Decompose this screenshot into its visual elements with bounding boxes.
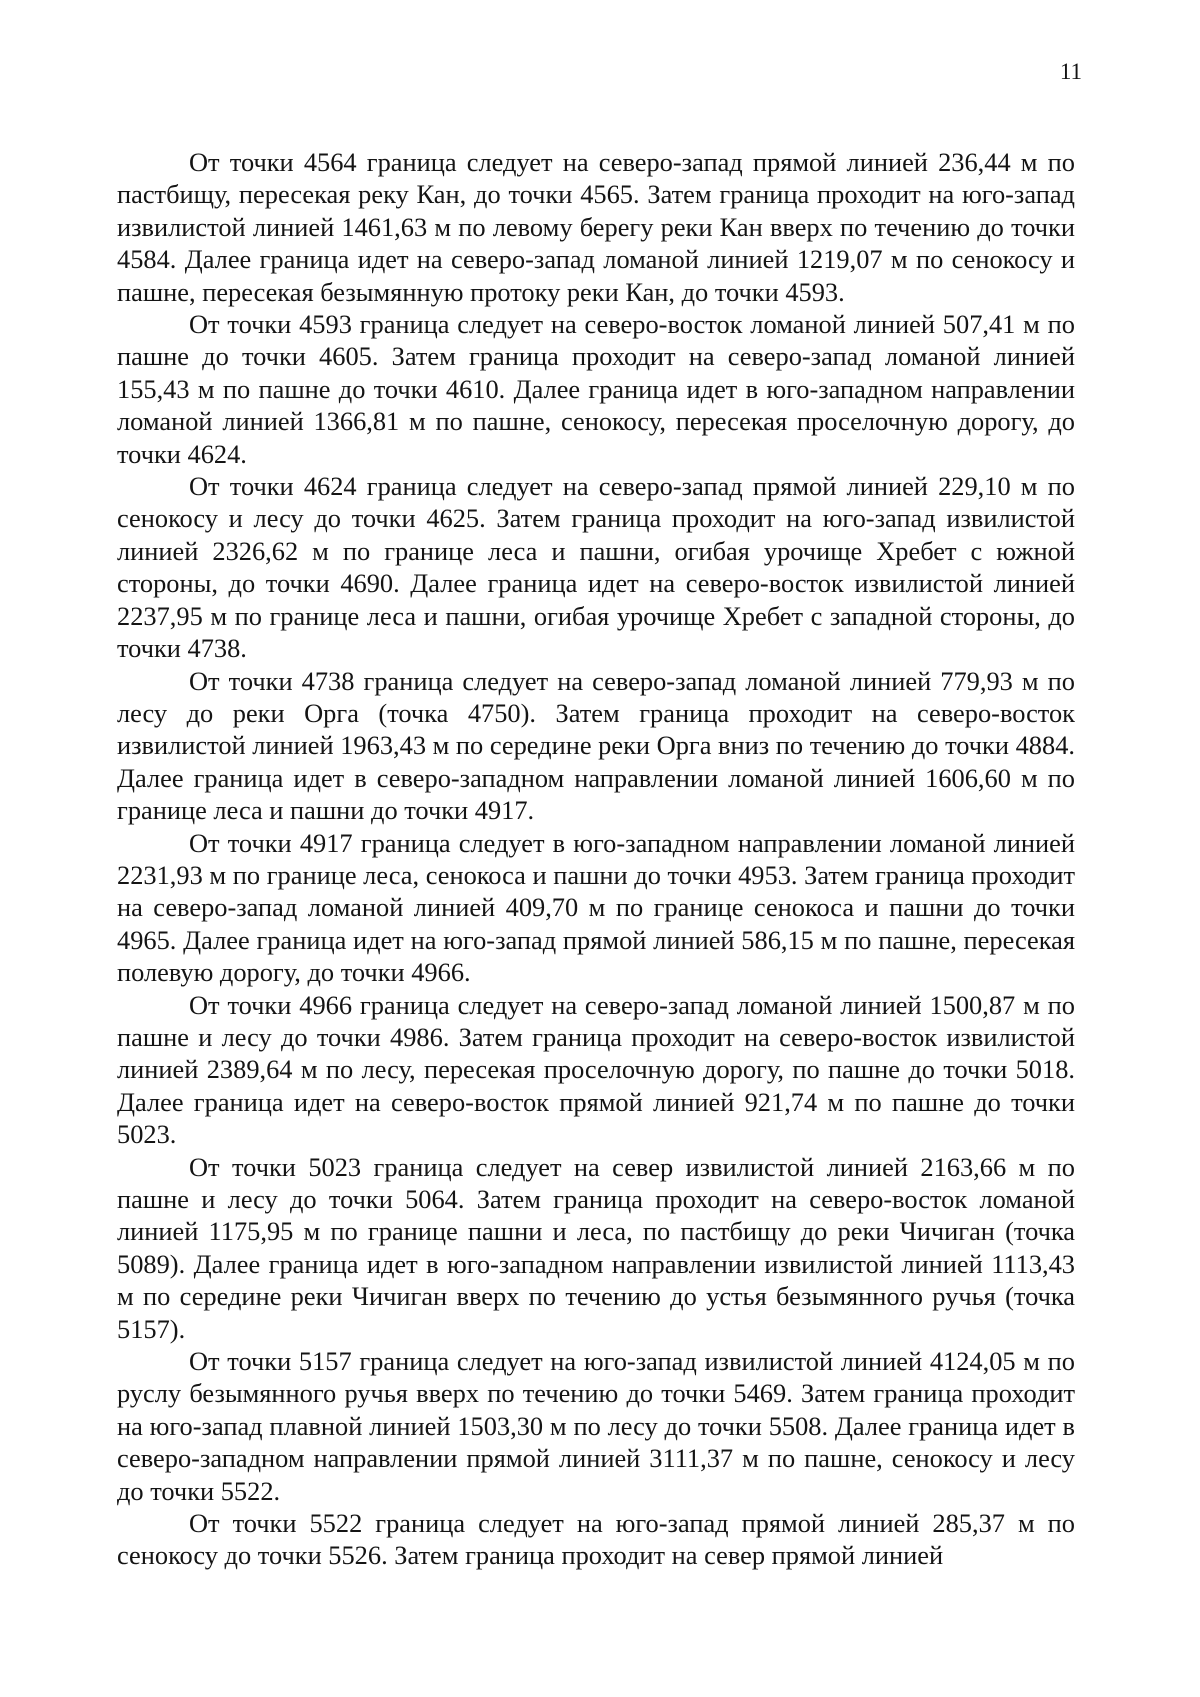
paragraph-3: От точки 4624 граница следует на северо-запад прямой линией 229,10 м по сенокосу и лесу до точки 4625. Затем граница проходит на юго-запад извилистой линией 2326,62 м по границе леса и пашни, огибая урочище Хребет с южной стороны, до точки 4690. Далее граница идет на северо-восток извилистой линией 2237,95 м по границе леса и пашни, огибая урочище Хребет с западной стороны, до точки 4738. xyxy=(117,471,1075,664)
paragraph-5: От точки 4917 граница следует в юго-западном направлении ломаной линией 2231,93 м по границе леса, сенокоса и пашни до точки 4953. Затем граница проходит на северо-запад ломаной линией 409,70 м по границе сенокоса и пашни до точки 4965. Далее граница идет на юго-запад прямой линией 586,15 м по пашне, пересекая полевую дорогу, до точки 4966. xyxy=(117,827,1075,988)
paragraph-2: От точки 4593 граница следует на северо-восток ломаной линией 507,41 м по пашне до точки 4605. Затем граница проходит на северо-запад ломаной линией 155,43 м по пашне до точки 4610. Далее граница идет в юго-западном направлении ломаной линией 1366,81 м по пашне, сенокосу, пересекая проселочную дорогу, до точки 4624. xyxy=(117,309,1075,469)
paragraph-7: От точки 5023 граница следует на север извилистой линией 2163,66 м по пашне и лесу до точки 5064. Затем граница проходит на северо-восток ломаной линией 1175,95 м по границе пашни и леса, по пастбищу до реки Чичиган (точка 5089). Далее граница идет в юго-западном направлении извилистой линией 1113,43 м по середине реки Чичиган вверх по течению до устья безымянного ручья (точка 5157). xyxy=(117,1151,1075,1344)
paragraph-4: От точки 4738 граница следует на северо-запад ломаной линией 779,93 м по лесу до реки Орга (точка 4750). Затем граница проходит на северо-восток извилистой линией 1963,43 м по середине реки Орга вниз по течению до точки 4884. Далее граница идет в северо-западном направлении ломаной линией 1606,60 м по границе леса и пашни до точки 4917. xyxy=(117,665,1075,826)
page-number: 11 xyxy=(1059,59,1082,84)
document-body xyxy=(117,146,1075,1572)
paragraph-8: От точки 5157 граница следует на юго-запад извилистой линией 4124,05 м по руслу безымянного ручья вверх по течению до точки 5469. Затем граница проходит на юго-запад плавной линией 1503,30 м по лесу до точки 5508. Далее граница идет в северо-западном направлении прямой линией 3111,37 м по пашне, сенокосу и лесу до точки 5522. xyxy=(117,1346,1075,1506)
paragraph-1: От точки 4564 граница следует на северо-запад прямой линией 236,44 м по пастбищу, пересекая реку Кан, до точки 4565. Затем граница проходит на юго-запад извилистой линией 1461,63 м по левому берегу реки Кан вверх по течению до точки 4584. Далее граница идет на северо-запад ломаной линией 1219,07 м по сенокосу и пашне, пересекая безымянную протоку реки Кан, до точки 4593. xyxy=(117,147,1075,307)
paragraph-6: От точки 4966 граница следует на северо-запад ломаной линией 1500,87 м по пашне и лесу до точки 4986. Затем граница проходит на северо-восток извилистой линией 2389,64 м по лесу, пересекая проселочную дорогу, по пашне до точки 5018. Далее граница идет на северо-восток прямой линией 921,74 м по пашне до точки 5023. xyxy=(117,989,1075,1150)
paragraph-9: От точки 5522 граница следует на юго-запад прямой линией 285,37 м по сенокосу до точки 5526. Затем граница проходит на север прямой линией xyxy=(117,1508,1075,1571)
